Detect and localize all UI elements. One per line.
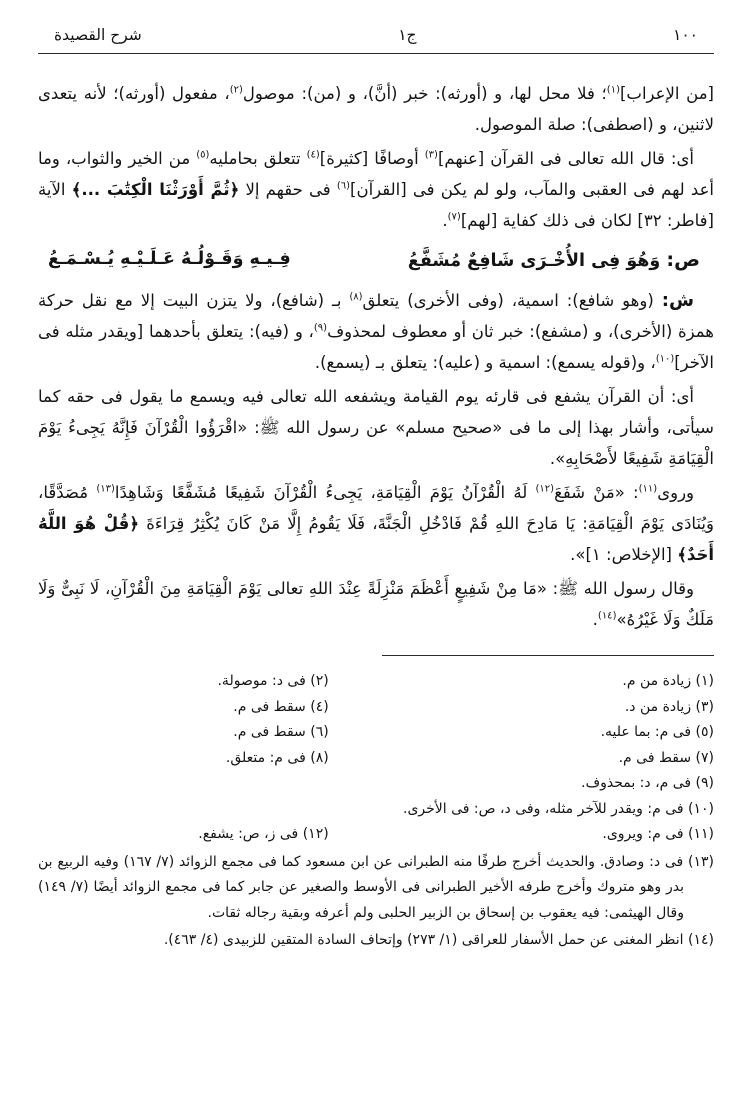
footnote-marker: (٩) (313, 322, 328, 334)
footnote-marker: (٦) (336, 180, 351, 192)
quran-quote: ﴿ثُمَّ أَوْرَثْنَا الْكِتَٰبَ ...﴾ (71, 180, 240, 199)
footnote: (٩) فى م، د: بمحذوف. (581, 775, 714, 791)
page-body (38, 54, 714, 635)
verse-label: ص: (666, 248, 700, 271)
footnote-columns (38, 669, 714, 848)
book-title: شرح القصيدة (54, 26, 142, 44)
footnote: (١١) فى م: ويروى. (602, 826, 714, 842)
footnote-row (38, 720, 714, 746)
footnote-marker: (١٣) (96, 483, 115, 495)
footnote: (٢) فى د: موصولة. (217, 673, 329, 689)
footnote: (٥) فى م: بما عليه. (600, 724, 714, 740)
footnote-row (38, 746, 714, 772)
verse-line (38, 239, 714, 282)
footnote-row (38, 822, 714, 848)
footnote-marker: (١٢) (535, 483, 555, 495)
footnote: (١٤) انظر المغنى عن حمل الأسفار للعراقى (١/ ٢٧٣) وإتحاف السادة المتقين للزبيدى (٤/ ٤٦٣). (163, 932, 714, 948)
footnote: (١٠) فى م: ويقدر للآخر مثله، وفى د، ص: فى الأخرى. (403, 800, 714, 817)
footnote-marker: (٧) (447, 211, 461, 223)
footnote: (١٣) فى د: وصادق. والحديث أخرج طرفًا منه الطبرانى عن ابن مسعود كما فى مجمع الزوائد (٧/ ١٦٧) وفيه الربيع بن بدر وهو متروك وأخرج طرفه الأخير الطبرانى فى الأوسط والصغير عن جابر كما فى مجمع الزوائد أيضًا (٧/ ١٤٩) وقال الهيثمى: فيه يعقوب بن إسحاق بن الزبير الحلبى ولم أعرفه وبقية رجاله ثقات. (38, 853, 714, 921)
footnote-marker: (١٠) (655, 353, 675, 365)
footnote: (٤) سقط فى م. (233, 698, 329, 715)
footnote-marker: (٢) (229, 84, 243, 96)
footnote-marker: (١٤) (597, 610, 617, 622)
verse-hemistich-left: فِـيـهِ وَقَـوْلُـهُ عَـلَـيْـهِ يُـسْـمَـعُ (48, 249, 291, 269)
footnote-marker: (٨) (349, 291, 363, 303)
footnote: (٨) فى م: متعلق. (225, 749, 329, 766)
footnote: (٦) سقط فى م. (233, 724, 329, 740)
footnote-long (38, 850, 714, 954)
footnote-row (38, 695, 714, 721)
footnote: (٣) زيادة من د. (624, 698, 714, 715)
body-paragraph: وقال رسول الله ﷺ: «مَا مِنْ شَفِيعٍ أَعْظَمَ مَنْزِلَةً عِنْدَ اللهِ تعالى يَوْمَ الْقِيَامَةِ مِنَ الْقُرْآنِ، لَا نَبِىٌّ وَلَا مَلَكٌ وَلَا غَيْرُهُ»$^{(١٤)}$. (38, 579, 714, 629)
footnote-marker: (٣) (424, 149, 438, 161)
volume-label: ج١ (398, 26, 417, 44)
body-paragraph: أى: أن القرآن يشفع فى قارئه يوم القيامة ويشفعه الله تعالى فيه ويسمع ما يقول فى حقه كما سيأتى، وأشار بهذا إلى ما فى «صحيح مسلم» عن رسول الله ﷺ: «اقْرَؤُوا الْقُرْآنَ فَإِنَّهُ يَجِىءُ يَوْمَ الْقِيَامَةِ شَفِيعًا لأَصْحَابِهِ». (38, 387, 714, 468)
page-number: ١٠٠ (673, 26, 698, 44)
footnote-row (38, 669, 714, 695)
footnote: (١٢) فى ز، ص: يشفع. (198, 826, 329, 842)
page-header (38, 26, 714, 54)
footnote-marker: (١) (606, 84, 620, 96)
verse-hemistich-right: ص: وَهُوَ فِى الأُخْـرَى شَافِعٌ مُشَفَّعُ (407, 248, 700, 271)
body-paragraph: ش: (وهو شافع): اسمية، (وفى الأخرى) يتعلق$^{(٨)}$ بـ (شافع)، ولا يتزن البيت إلا مع نقل حركة همزة (الأخرى)، و (مشفع): خبر ثان أو معطوف لمحذوف$^{(٩)}$، و (فيه): يتعلق بأحدهما [ويقدر مثله فى الآخر]$^{(١٠)}$، و(قوله يسمع): اسمية و (عليه): يتعلق بـ (يسمع). (38, 290, 714, 372)
paragraph-label: ش: (661, 290, 694, 311)
footnote (38, 771, 329, 797)
body-paragraph: [من الإعراب]$^{(١)}$؛ فلا محل لها، و (أورثه): خبر (أنَّ)، و (من): موصول$^{(٢)}$، مفعول (أورثه)؛ لأنه يتعدى لاثنين، و (اصطفى): صلة الموصول. (38, 84, 714, 134)
body-paragraph: وروى$^{(١١)}$: «مَنْ شَفَعَ$^{(١٢)}$ لَهُ الْقُرْآنُ يَوْمَ الْقِيَامَةِ، يَجِىءُ الْقُرْآنَ شَفِيعًا مُشَفَّعًا وَشَاهِدًا$^{(١٣)}$ مُصَدَّقًا، وَيُنَادَى يَوْمَ الْقِيَامَةِ: يَا مَادِحَ اللهِ قُمْ فَادْخُلِ الْجَنَّةَ، فَلَا يَقُومُ إِلَّا مَنْ كَانَ يُكْثِرُ قِرَاءَةَ ﴿قُلْ هُوَ اللَّهُ أَحَدٌ﴾ [الإخلاص: ١]». (38, 483, 714, 564)
footnote: (١) زيادة من م. (622, 673, 714, 689)
footnote-marker: (٥) (196, 149, 210, 161)
quran-quote: ﴿قُلْ هُوَ اللَّهُ أَحَدٌ﴾ (38, 514, 714, 564)
footnote-row (38, 771, 714, 797)
footnote: (٧) سقط فى م. (618, 749, 714, 766)
footnote-separator (382, 655, 714, 656)
body-paragraph: أى: قال الله تعالى فى القرآن [عنهم]$^{(٣)}$ أوصافًا [كثيرة]$^{(٤)}$ تتعلق بحامليه$^{(٥)}$ من الخير والثواب، وما أعد لهم فى العقبى والمآب، ولو لم يكن فى [القرآن]$^{(٦)}$ فى حقهم إلا ﴿ثُمَّ أَوْرَثْنَا الْكِتَٰبَ ...﴾ الآية [فاطر: ٣٢] لكان فى ذلك كفاية [لهم]$^{(٧)}$. (38, 149, 714, 230)
footnote-marker: (٤) (306, 149, 320, 161)
footnote-row (38, 797, 714, 823)
footnote-marker: (١١) (638, 483, 658, 495)
footnotes-section (38, 655, 714, 954)
footnote (38, 797, 329, 823)
